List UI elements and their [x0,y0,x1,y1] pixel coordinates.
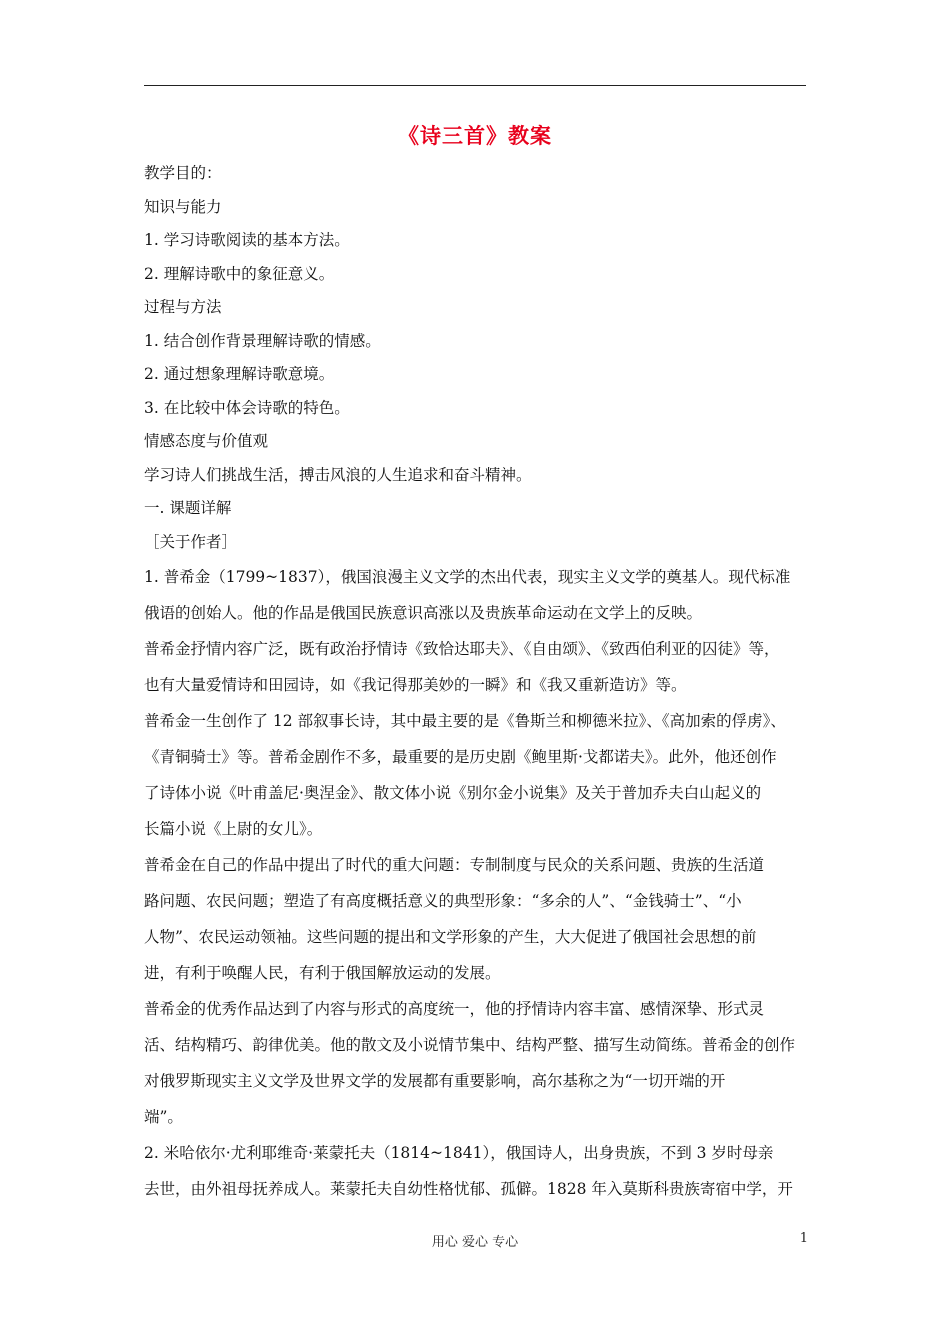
paragraph-line: 2. 米哈依尔·尤利耶维奇·莱蒙托夫（1814~1841），俄国诗人，出身贵族，不到 3 岁时母亲 [144,1144,774,1162]
footer-motto: 用心 爱心 专心 [431,1235,519,1250]
text-line: 知识与能力 [144,197,222,216]
paragraph-line: 活、结构精巧、韵律优美。他的散文及小说情节集中、结构严整、描写生动简练。普希金的创作 [144,1036,796,1054]
document-title: 《诗三首》教案 [398,124,552,148]
paragraph-line: 长篇小说《上尉的女儿》。 [144,820,323,838]
paragraph-line: 对俄罗斯现实主义文学及世界文学的发展都有重要影响，高尔基称之为“一切开端的开 [144,1072,726,1090]
header-rule [144,85,806,86]
text-line: 2. 通过想象理解诗歌意境。 [144,365,335,383]
paragraph-line: 普希金一生创作了 12 部叙事长诗，其中最主要的是《鲁斯兰和柳德米拉》、《高加索的俘虏》、 [144,712,786,730]
text-line: 过程与方法 [144,298,222,316]
paragraph-line: 了诗体小说《叶甫盖尼·奥涅金》、散文体小说《别尔金小说集》及关于普加乔夫白山起义的 [144,784,762,802]
text-line: 3. 在比较中体会诗歌的特色。 [144,398,350,417]
paragraph-line: 路问题、农民问题；塑造了有高度概括意义的典型形象：“多余的人”、“金钱骑士”、“小 [144,892,742,910]
paragraph-line: 进，有利于唤醒人民，有利于俄国解放运动的发展。 [144,964,501,982]
paragraph-line: 端”。 [144,1108,183,1126]
page-number: 1 [799,1231,808,1246]
paragraph-line: 去世，由外祖母抚养成人。莱蒙托夫自幼性格忧郁、孤僻。1828 年入莫斯科贵族寄宿中学，开 [144,1180,793,1198]
text-line: 2. 理解诗歌中的象征意义。 [144,264,335,283]
text-line: 情感态度与价值观 [144,432,269,450]
text-line: ［关于作者］ [144,532,238,551]
paragraph-line: 普希金的优秀作品达到了内容与形式的高度统一，他的抒情诗内容丰富、感情深挚、形式灵 [144,1000,765,1018]
paragraph-line: 也有大量爱情诗和田园诗，如《我记得那美妙的一瞬》和《我又重新造访》等。 [144,676,687,694]
paragraph-line: 《青铜骑士》等。普希金剧作不多，最重要的是历史剧《鲍里斯·戈都诺夫》。此外，他还创作 [144,748,777,766]
text-line: 学习诗人们挑战生活，搏击风浪的人生追求和奋斗精神。 [144,465,532,484]
paragraph-pushkin-intro [144,559,812,631]
text-line: 1. 结合创作背景理解诗歌的情感。 [144,331,381,350]
paragraph-pushkin-themes [144,847,812,991]
document-body [144,157,812,1207]
paragraph-pushkin-lyrics [144,631,812,703]
paragraph-line: 俄语的创始人。他的作品是俄国民族意识高涨以及贵族革命运动在文学上的反映。 [144,604,703,622]
paragraph-pushkin-style [144,991,812,1135]
text-line: 1. 学习诗歌阅读的基本方法。 [144,231,350,249]
text-line: 教学目的： [144,164,222,182]
text-line: 一. 课题详解 [144,499,232,517]
paragraph-line: 普希金在自己的作品中提出了时代的重大问题：专制制度与民众的关系问题、贵族的生活道 [144,856,765,874]
paragraph-lermontov [144,1135,812,1207]
paragraph-pushkin-works [144,703,812,847]
paragraph-line: 人物”、农民运动领袖。这些问题的提出和文学形象的产生，大大促进了俄国社会思想的前 [144,928,757,946]
paragraph-line: 普希金抒情内容广泛，既有政治抒情诗《致恰达耶夫》、《自由颂》、《致西伯利亚的囚徒》等， [144,640,780,658]
paragraph-line: 1. 普希金（1799~1837），俄国浪漫主义文学的杰出代表，现实主义文学的奠基人。现代标准 [144,568,791,586]
